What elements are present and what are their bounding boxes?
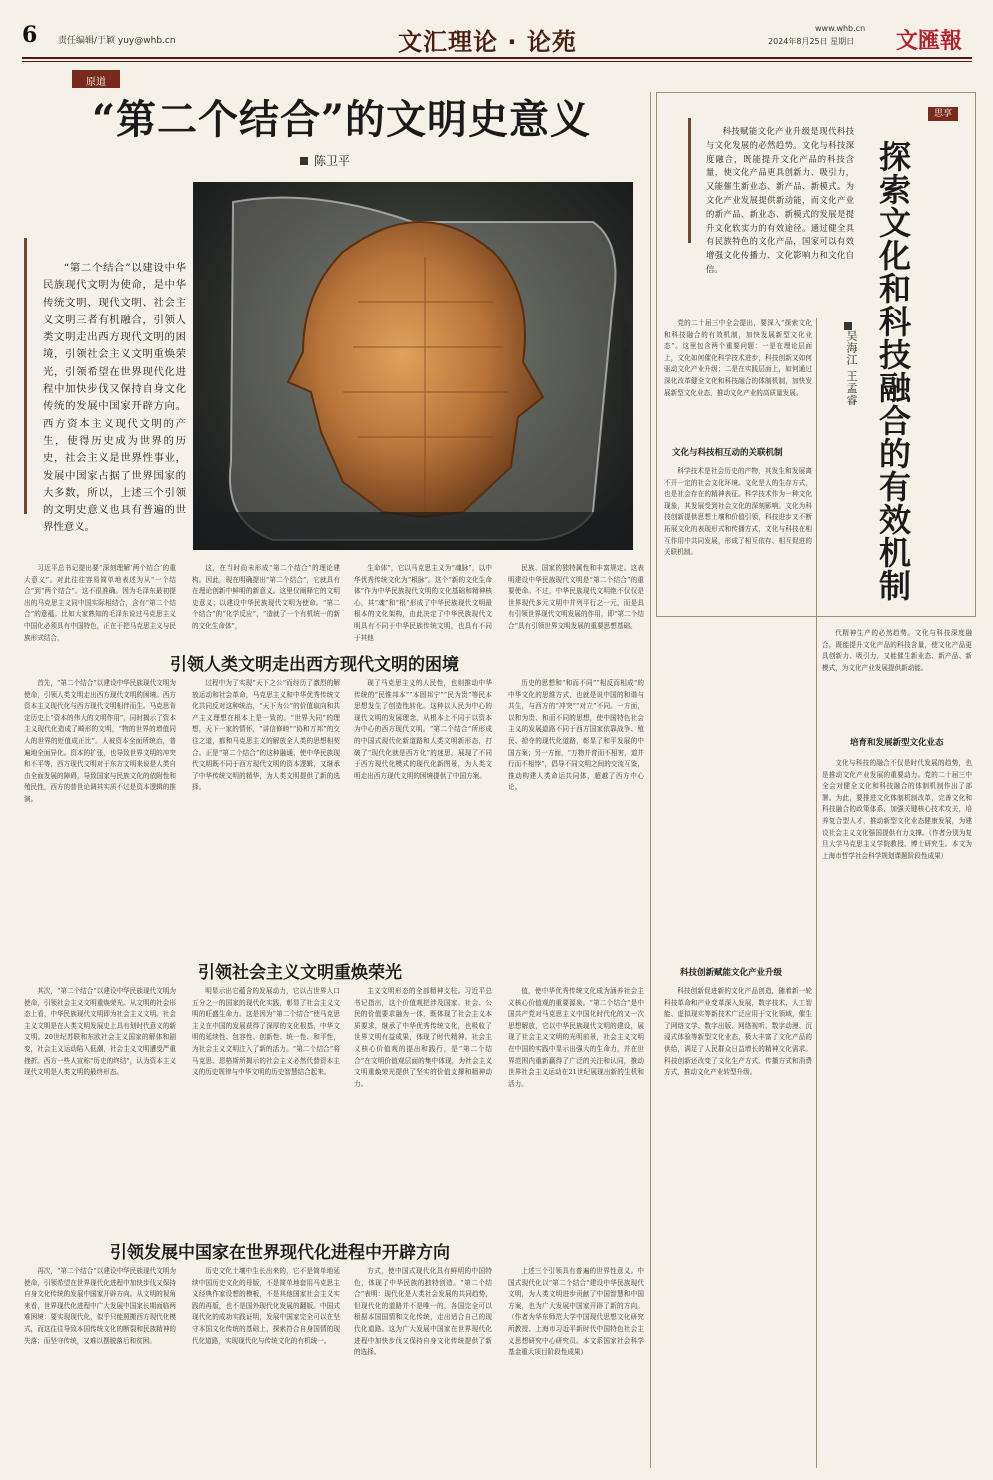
article-title: “第二个结合”的文明史意义 — [92, 96, 592, 143]
section-heading-3: 引领发展中国家在世界现代化进程中开辟方向 — [110, 1243, 450, 1263]
section-1-column-1: 首先，“第二个结合”以建设中华民族现代文明为使命，引领人类文明走出西方现代文明的困境。西方资本主义现代化与西方现代文明相伴而生。马克思肯定历史上“资本的伟大的文明作用”，同时揭示了资本主义现代化造成了畸形的文明，“物的世界的增值同人的世界的贬值成正比”。人被资本全面所统治，普遍地全面异化。资本的扩张，也导致世界文明的冲突和不平等，西方现代文明对于东方文明来说是人类自由全面发展的障碍，导致国家与民族文化的依附性和殖民性，西方的普世论调其实质不过是资本逻辑的推演。 — [24, 679, 176, 803]
page-number: 6 — [22, 22, 38, 48]
side-article-byline — [845, 322, 859, 407]
section-2-column-2: 明显示出它蕴含的发展动力，它以占世界人口五分之一的国家的现代化实践，彰显了社会主义文明的旺盛生命力。这是因为“第二个结合”使马克思主义在中国的发展获得了深厚的文化根基，中华文明的延续性、包容性、创新性、统一性、和平性，为社会主义文明注入了新的活力。“第二个结合”将马克思、恩格斯所揭示的社会主义必然代替资本主义的历史规律与中华文明的历史智慧结合起来。 — [192, 987, 340, 1077]
section-1-column-3: 现了马克思主义的人民性，也则推动中华传统的“民惟邦本”“本固邦宁”“民为贵”等民本思想发生了创造性转化。这种以人民为中心的现代文明的发展理念，从根本上不同于以资本为中心的西方现代文明。“第二个结合”所形成的中国式现代化新道路和人类文明新形态，打破了“现代化就是西方化”的迷思，展现了不同于西方现代化模式的现代化新图景，为人类文明走出西方现代文明的困境提供了中国方案。 — [354, 679, 492, 780]
byline-author: 陈卫平 — [314, 154, 351, 168]
intro-column-4: 民族、国家的独特属性和丰富规定。这表明建设中华民族现代文明是“第二个结合”的重要使命。不过，中华民族现代文明绝不仅仅是世界现代多元文明中并列平行之一元，而是具有引领世界现代文明发展的作用，即“第二个结合”具有引领世界文明发展的重要思想基础。 — [508, 564, 644, 630]
section-2-column-3: 主义文明形态的全部精神支柱。习近平总书记指出，这个价值观把涉及国家、社会、公民的价值要求融为一体，既体现了社会主义本质要求，继承了中华优秀传统文化，也吸收了世界文明有益成果，体现了时代精神。社会主义核心价值观的提出和践行，是“第二个结合”在文明价值观层面的集中体现，为社会主义文明重焕荣光提供了坚实的价值支撑和精神动力。 — [354, 987, 492, 1088]
side-byline-square-icon — [844, 322, 852, 330]
section-1-column-4: 历史的思想和“和而不同”“相反而相成”的中华文化的思维方式，也就是说中国的和谐与共生，与西方的“冲突”“对立”不同。一方面，以和为贵、和而不同的思想，使中国特色社会主义的发展道路不同于西方国家依靠战争、殖民、掠夺的现代化道路，彰显了和平发展的中国方案；另一方面，“万物并育而不相害，道并行而不相悖”，倡导不同文明之间的交流互鉴，推动构建人类命运共同体，超越了西方中心论。 — [508, 679, 644, 792]
section-2-column-4: 值，使中华优秀传统文化成为涵养社会主义核心价值观的重要源泉。“第二个结合”是中国共产党对马克思主义中国化时代化的又一次思想解放，它以中华民族现代文明的建设，展现了社会主义文明的光明前景，社会主义文明在中国的实践中显示出强大的生命力，并在世界范围内重新赢得了广泛的关注和认同，推动世界社会主义运动在21世纪展现出新的生机和活力。 — [508, 987, 644, 1088]
intro-column-1: 习近平总书记提出要“深刻理解‘两个结合’的重大意义”。对此往往容易简单地表述为从“一个结合”到“两个结合”。这不很准确。因为毛泽东最初提出的马克思主义同中国实际相结合，含有“第二个结合”的意蕴。比如大家熟知的毛泽东说过马克思主义中国化必须具有中国特色，正在于把马克思主义与民族形式结合， — [24, 564, 176, 642]
section-2-column-1: 其次，“第二个结合”以建设中华民族现代文明为使命，引领社会主义文明重焕荣光。从文明的社会形态上看，中华民族现代文明即为社会主义文明。社会主义文明是在人类文明发展史上具有划时代意义的新文明。20世纪苏联和东欧社会主义国家的解体和剧变，社会主义运动陷入低潮，社会主义文明遭受严重挫折。西方一些人宣称“历史的终结”，认为资本主义现代文明是人类文明的最终形态。 — [24, 987, 176, 1077]
site-url[interactable]: www.whb.cn — [815, 24, 866, 33]
intro-column-2: 这，在当时尚未形成“第二个结合”的理论建构。因此，现在明确提出“第二个结合”，它就具有在理论创新中鲜明的新意义。这里仅阐释它的文明史意义；以建设中华民族现代文明为使命。“第二个结合”的“化学反应”，“造就了一个有机统一的新的文化生命体”， — [192, 564, 340, 630]
column-tag: 原道 — [72, 70, 120, 88]
section-3-column-4: 上述三个引领具有普遍的世界性意义。中国式现代化以“第二个结合”建设中华民族现代文明，为人类文明进步贡献了中国智慧和中国方案，也为广大发展中国家开辟了新的方向。（作者为华东师范大学中国现代思想文化研究所教授、上海市习近平新时代中国特色社会主义思想研究中心研究员。本文系国家社会科学基金重大项目阶段性成果） — [508, 1267, 644, 1357]
side-byline-authors: 吴海江 王孟睿 — [845, 330, 858, 407]
masthead — [0, 0, 993, 60]
side-section-2-column: 科技创新促进新的文化产品创造，随着新一轮科技革命和产业变革深入发展，数字技术、人工智能、虚拟现实等新技术广泛应用于文化领域，催生了网络文学、数字出版、网络视听、数字动漫、沉浸式体验等新型文化业态，极大丰富了文化产品的供给，满足了人民群众日益增长的精神文化需求。科技创新还改变了文化生产方式、传播方式和消费方式，推动文化产业转型升级。 — [664, 987, 812, 1077]
oracle-bone-image — [193, 182, 633, 550]
side-right-column-top: 代精神生产的必然趋势。文化与科技深度融合，既能提升文化产品的科技含量，使文化产品更具创新力、吸引力，又能催生新业态、新产品、新模式，为文化产业发展提供新动能。 — [822, 629, 972, 672]
intro-column-3: 生命体”，它以马克思主义为“魂脉”，以中华优秀传统文化为“根脉”。这个“新的文化生命体”作为中华民族现代文明的文化基础和精神核心，其“魂”和“根”形成了中华民族现代文明最根本的文化架构，由此决定了中华民族现代文明具有不同于中华民族传统文明，也具有不同于其他 — [354, 564, 492, 642]
side-intro-column: 党的二十届三中全会提出，要深入“探索文化和科技融合的有效机制，加快发展新型文化业态”。这里包含两个重要问题：一是在理论层面上，文化如何催化科学技术进步，科技创新又如何驱动文化产业升级；二是在实践层面上，如何通过深化改革健全文化和科技融合的体制机制，加快发展新型文化业态，推动文化产业的高质量发展。 — [664, 319, 812, 397]
newspaper-logo: 文匯報 — [896, 28, 963, 54]
side-article-tag: 思享 — [928, 107, 958, 121]
section-3-column-1: 再次，“第二个结合”以建设中华民族现代文明为使命，引领希望在世界现代化进程中加快步伐又保持自身文化传统的发展中国家开辟方向。从文明的视角来看，世界现代化进程中广大发展中国家长期面临两难困境：要实现现代化，似乎只能照搬西方现代化模式，而这往往导致本国传统文化的断裂和民族精神的失落；而坚守传统，又难以摆脱落后和贫困。 — [24, 1267, 176, 1345]
section-heading-1: 引领人类文明走出西方现代文明的困境 — [170, 655, 459, 675]
side-lead-bar — [688, 118, 691, 243]
section-1-column-2: 过程中为了实现“天下之公”而经历了激烈的解放运动和社会革命，马克思主义和中华优秀传统文化共同反对这种统治，“天下为公”的价值取向和共产主义理想在根本上是一致的。“世界大同”的理想，天下一家的情怀，“讲信修睦”“协和万邦”的交往之道，都和马克思主义的解放全人类的思想相契合。正是“第二个结合”的这种融通，使中华民族现代文明既不同于西方现代文明的资本逻辑，又继承了中华传统文明的精华，为人类文明提供了新的选择。 — [192, 679, 340, 792]
editor-credit: 责任编辑/于颖 yuy@whb.cn — [58, 36, 176, 46]
column-divider — [650, 92, 651, 1468]
photo-caption: 图为河南安阳殷墟博物馆新馆内景 新华社图 — [621, 322, 630, 477]
article-byline — [300, 152, 350, 169]
side-lead-text: 科技赋能文化产业升级是现代科技与文化发展的必然趋势。文化与科技深度融合，既能提升文化产品的科技含量，使文化产品更具创新力、吸引力，又能催生新业态、新产品、新模式。为文化产业发展提供新动能，而文化产业的新产品、新业态、新模式的发展是提升文化软实力的有效途径。通过健全具有民族特色的文化产品，国家可以有效增强文化传播力、文化影响力和文化自信。 — [706, 126, 854, 274]
side-heading-2: 科技创新赋能文化产业升级 — [680, 968, 783, 978]
masthead-rule-thin — [22, 61, 972, 62]
masthead-rule — [22, 57, 972, 59]
section-title: 文汇理论 · 论苑 — [398, 28, 577, 56]
lead-text: “第二个结合”以建设中华民族现代文明为使命，是中华传统文明、现代文明、社会主义文明三者有机融合，引领人类文明走出西方现代文明的困境，引领社会主义文明重焕荣光，引领希望在世界现代化进程中加快步伐又保持自身文化传统的发展中国家开辟方向。西方资本主义现代文明的产生，使得历史成为世界的历史，社会主义是世界性事业，发展中国家占据了世界国家的大多数，所以，上述三个引领的文明史意义也具有普遍的世界性意义。 — [43, 262, 186, 534]
issue-date: 2024年8月25日 星期日 — [768, 37, 855, 46]
section-heading-2: 引领社会主义文明重焕荣光 — [198, 963, 402, 983]
side-heading-3: 培育和发展新型文化业态 — [850, 738, 944, 748]
column-divider — [816, 318, 817, 1468]
lead-summary — [24, 238, 194, 534]
section-3-column-3: 方式，使中国式现代化具有鲜明的中国特色，体现了中华民族的独特创造。“第二个结合”表明：现代化是人类社会发展的共同趋势，但现代化的道路并不是唯一的，各国完全可以根据本国国情和文化传统，走出适合自己的现代化道路。这为广大发展中国家在世界现代化进程中加快步伐又保持自身文化传统提供了新的选择。 — [354, 1267, 492, 1357]
side-section-1-column: 科学技术是社会历史的产物，其发生和发展离不开一定的社会文化环境。文化是人的生存方式，也是社会存在的精神表征。科学技术作为一种文化现象，其发展受到社会文化的深刻影响。文化为科技创新提供思想土壤和价值引领，科技进步又不断拓展文化的表现形式和传播方式，文化与科技在相互作用中共同发展，形成了相互依存、相互促进的关联机制。 — [664, 467, 812, 557]
section-3-column-2: 历史文化土壤中生长出来的，它不是简单地延续中国历史文化的母版，不是简单地套用马克思主义经典作家设想的模板，不是其他国家社会主义实践的再版，也不是国外现代化发展的翻版。中国式现代化的成功实践证明，发展中国家完全可以在坚守本国文化传统的基础上，探索符合自身国情的现代化道路，实现现代化与传统文化的有机统一。 — [192, 1267, 340, 1345]
byline-square-icon — [300, 157, 308, 165]
side-article-title: 探索文化和科技融合的有效机制 — [874, 140, 912, 602]
article-photo — [193, 182, 633, 550]
side-heading-1: 文化与科技相互动的关联机制 — [672, 448, 783, 458]
side-section-3-column: 文化与科技的融合不仅是时代发展的趋势，也是推动文化产业发展的重要动力。党的二十届三中全会对健全文化和科技融合的体制机制作出了部署。为此，要推进文化体制机制改革，完善文化和科技融合的政策体系，加强关键核心技术攻关，培养复合型人才，推动新型文化业态健康发展，为建设社会主义文化强国提供有力支撑。（作者分别为复旦大学马克思主义学院教授、博士研究生。本文为上海市哲学社会科学规划课题阶段性成果） — [822, 759, 972, 860]
